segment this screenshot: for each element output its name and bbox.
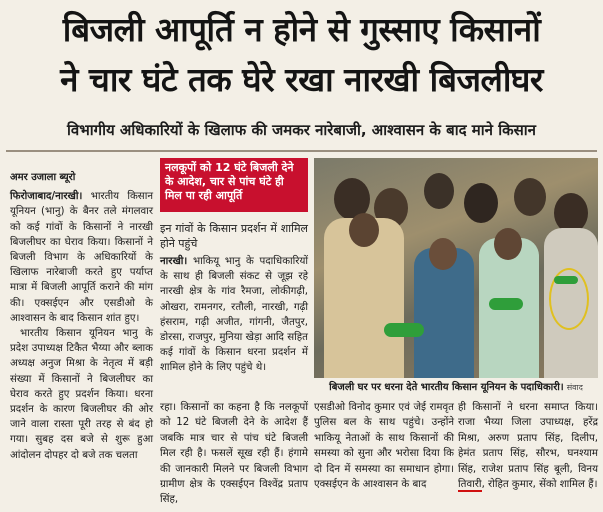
sidebar-heading: इन गांवों के किसान प्रदर्शन में शामिल होने पहुंचे	[160, 222, 308, 250]
column-2-paragraph	[160, 254, 308, 376]
bottom-column-3	[458, 400, 598, 492]
protest-photo	[314, 158, 598, 378]
dateline: फिरोजाबाद/नारखी।	[10, 191, 83, 203]
underlined-name: तिवारी	[458, 479, 482, 491]
column-1-paragraph-1	[10, 189, 153, 326]
bottom-column-1: रहा। किसानों का कहना है कि नलकूपों को 12 घंटे बिजली देने के आदेश हैं जबकि मात्र चार से पांच घंटे बिजली मिल रही है। फसलें सूख रही हैं। हंगामे की जानकारी मिलने पर बिजली विभाग ग्रामीण क्षेत्र के एक्सईएन विश्वेंद्र प्रताप सिंह,	[160, 402, 308, 506]
divider	[6, 150, 597, 152]
subheadline: विभागीय अधिकारियों के खिलाफ की जमकर नारेबाजी, आश्वासन के बाद माने किसान	[67, 121, 536, 139]
bottom-column-3-text-b: , रोहित कुमार, सेंको शामिल हैं।	[481, 479, 598, 491]
column-2-text: भाकियू भानु के पदाधिकारियों के साथ ही बिजली संकट से जूझ रहे नारखी क्षेत्र के गांव रैमजा, लोकीगढ़ी, ओखरा, रामनगर, रतौली, नारखी, गढ़ी हंसराम, गढ़ी अजीत, गांगनी, जैतपुर, डोरसा, राजपुर, मुनिया खेड़ा आदि सहित कई गांवों के किसान धरना प्रदर्शन में शामिल होने के लिए पहुंचे थे।	[160, 256, 309, 374]
column-1-text: भारतीय किसान यूनियन (भानु) के बैनर तले मंगलवार को कई गांवों के किसानों ने नारखी बिजलीघर का घेराव किया। किसानों ने बिजली विभाग के अधिकारियों के खिलाफ नारेबाजी करते हुए पर्याप्त मात्रा में बिजली आपूर्ति कराने की मांग की। एक्सईएन और एसडीओ के आश्वासन के बाद किसान शांत हुए।	[10, 191, 153, 324]
article-column-1	[10, 170, 153, 463]
photo-credit: संवाद	[566, 383, 583, 392]
headline-line-1: बिजली आपूर्ति न होने से गुस्साए किसानों	[62, 10, 541, 49]
photo-caption	[314, 380, 598, 396]
pull-quote-box: नलकूपों को 12 घंटे बिजली देने के आदेश, चार से पांच घंटे ही मिल पा रही आपूर्ति	[160, 158, 308, 212]
photo-caption-text: बिजली घर पर धरना देते भारतीय किसान यूनियन के पदाधिकारी।	[329, 382, 564, 393]
headline-line-2: ने चार घंटे तक घेरे रखा नारखी बिजलीघर	[60, 60, 543, 99]
dateline-2: नारखी।	[160, 256, 188, 267]
bottom-column-3-text-a: ही किसानों ने धरना समाप्त किया। राजा भैय्या जिला उपाध्यक्ष, हरेंद्र मिश्रा, अरुण प्रताप सिंह, दिलीप, हेमंत प्रताप सिंह, सौरभ, घनश्याम सिंह, राजेश प्रताप सिंह बूली, विनय	[458, 402, 598, 475]
bottom-column-2: एसडीओ विनोद कुमार एवं जेई रामवृत पुलिस बल के साथ पहुंचे। उन्होंने भाकियू नेताओं के साथ किसानों की समस्या को सुना और भरोसा दिया कि दो दिन में समस्या का समाधान होगा। एक्सईएन के आश्वासन के बाद	[314, 402, 454, 491]
article-column-2	[160, 221, 308, 376]
column-1-paragraph-2: भारतीय किसान यूनियन भानु के प्रदेश उपाध्यक्ष टिकैत भैय्या और ब्लाक अध्यक्ष अनुज मिश्रा के नेतृत्व में बड़ी संख्या में किसानों ने बिजलीघर का घेराव करते हुए प्रदर्शन किया। धरना प्रदर्शन के कारण बिजलीघर की ओर जाने वाला रास्ता पूरी तरह से बंद हो गया। सुबह दस बजे से शुरू हुआ आंदोलन दोपहर दो बजे तक चलता	[10, 328, 153, 461]
byline: अमर उजाला ब्यूरो	[10, 172, 76, 183]
